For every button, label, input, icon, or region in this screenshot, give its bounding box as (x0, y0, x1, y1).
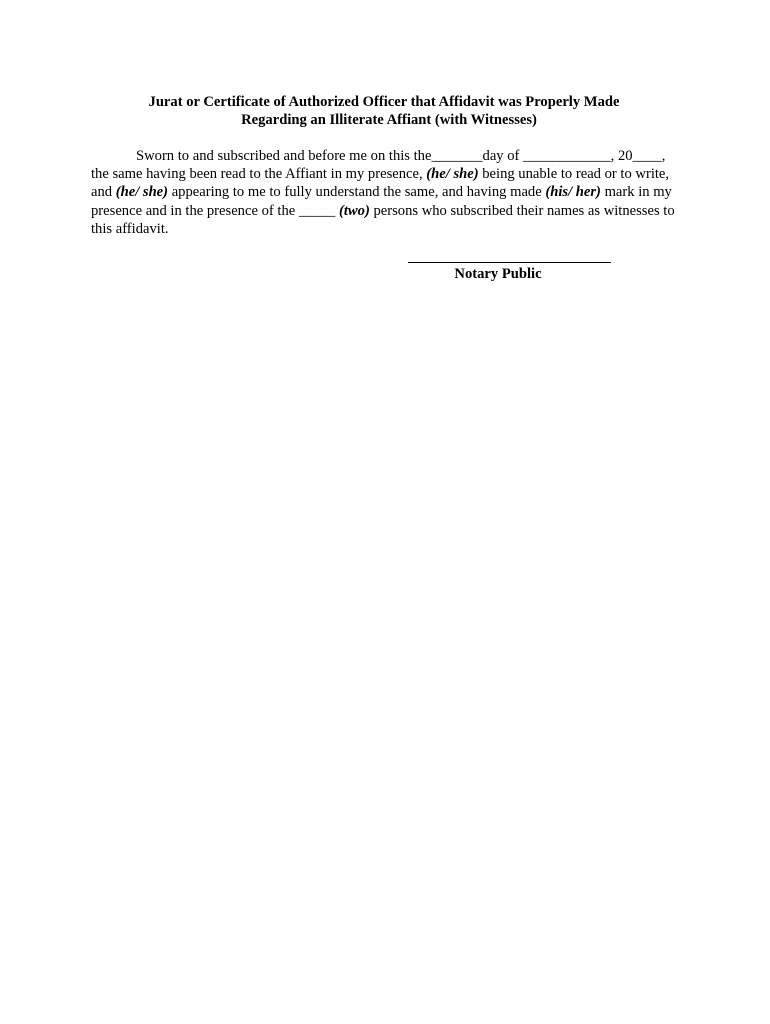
pronoun-he-she-2: (he/ she) (115, 184, 169, 201)
text-read-to-affiant: 20____, the same having been read to the Affiant in my presence, (91, 148, 666, 183)
pronoun-he-she-1: (he/ she) (426, 166, 479, 183)
text-and: and (91, 184, 113, 201)
text-mark-presence: mark in my presence and in the presence of the _____ (91, 184, 672, 219)
document-title (0, 94, 770, 129)
affidavit-paragraph (91, 147, 683, 238)
signature-line (408, 262, 611, 263)
pronoun-his-her: (his/ her) (545, 184, 601, 201)
text-sworn: Sworn to and subscribed and before me on this the_______day of ____________, (136, 148, 615, 164)
text-understand: appearing to me to fully understand the same, and having made (171, 184, 542, 201)
notary-public-label: Notary Public (454, 266, 542, 282)
text-unable-to-read: being unable to read or to write, (482, 166, 670, 183)
title-line-2: Regarding an Illiterate Affiant (with Witnesses) (241, 111, 537, 128)
witness-count: (two) (339, 202, 370, 219)
text-witnesses: persons who subscribed their names as witnesses to this affidavit. (91, 202, 675, 237)
title-line-1: Jurat or Certificate of Authorized Officer that Affidavit was Properly Made (148, 94, 620, 110)
